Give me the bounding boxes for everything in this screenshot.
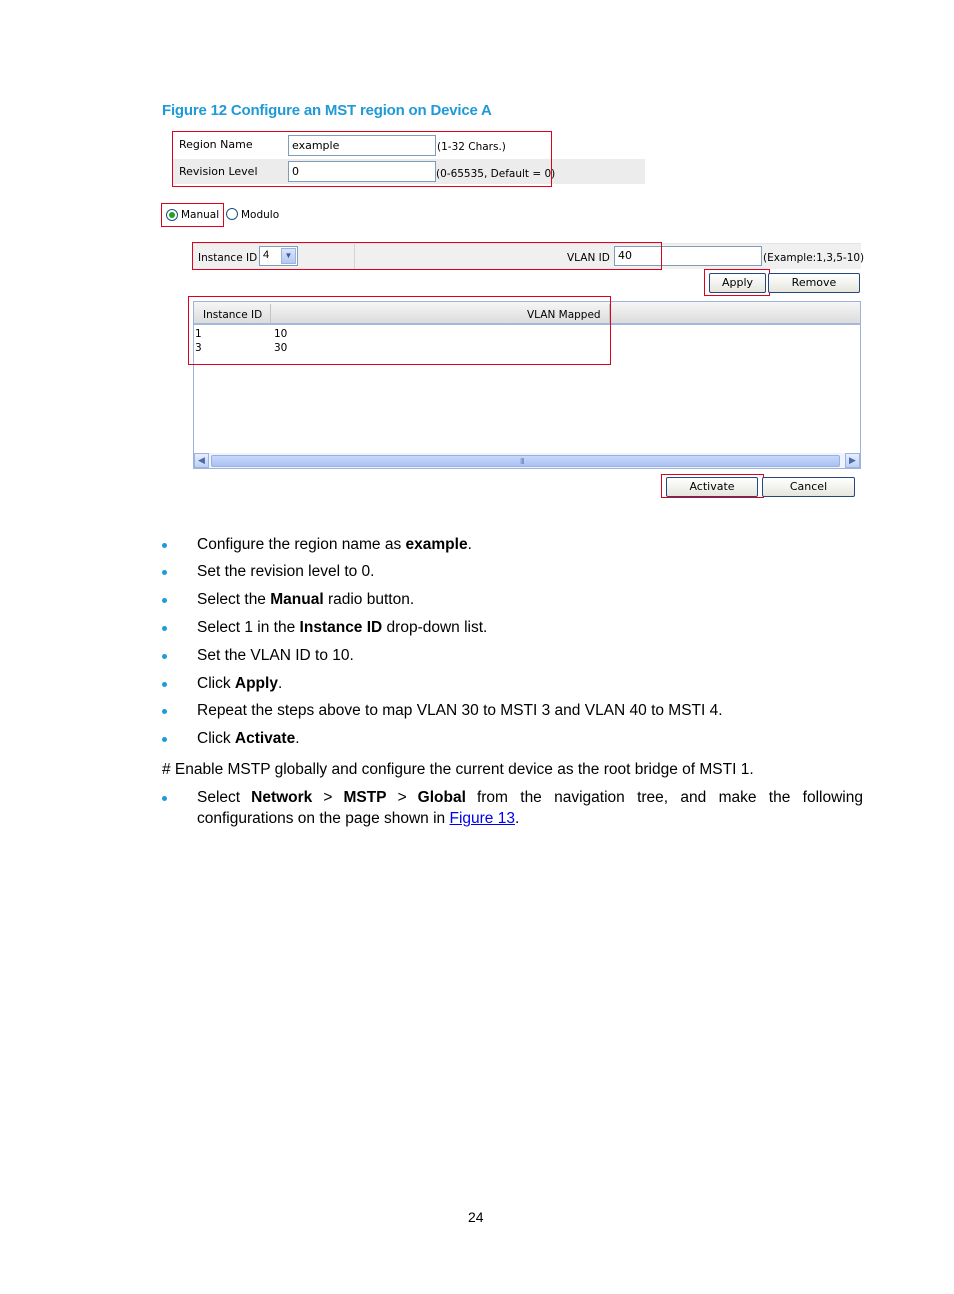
modulo-radio[interactable] xyxy=(226,208,238,220)
revision-level-label: Revision Level xyxy=(179,165,258,178)
nav-mstp: MSTP xyxy=(343,789,387,806)
step-text: configurations on the page shown in xyxy=(197,810,450,827)
activate-highlight-box xyxy=(661,474,764,498)
revision-level-hint: (0-65535, Default = 0) xyxy=(436,168,556,180)
manual-radio[interactable] xyxy=(166,209,178,221)
instance-id-value: 4 xyxy=(263,249,270,261)
step-bold: Manual xyxy=(270,591,324,608)
manual-radio-label: Manual xyxy=(181,209,220,221)
row-1-vlan: 10 xyxy=(274,328,288,340)
step-text-mid: from the navigation tree, and make the following xyxy=(476,789,863,806)
vlan-id-hint: (Example:1,3,5-10) xyxy=(763,252,865,264)
region-name-label: Region Name xyxy=(179,138,253,151)
step-text: Select xyxy=(197,789,241,806)
bullet-icon xyxy=(162,598,167,603)
step-bold: example xyxy=(405,536,468,553)
cancel-button[interactable]: Cancel xyxy=(762,477,855,497)
instance-id-label: Instance ID xyxy=(198,252,258,264)
row-1-instance: 1 xyxy=(195,328,202,340)
step-text-end: drop-down list. xyxy=(382,619,488,636)
activate-button[interactable]: Activate xyxy=(666,477,758,497)
step-text: Select the xyxy=(197,591,271,608)
remove-button[interactable]: Remove xyxy=(768,273,860,293)
bullet-icon xyxy=(162,543,167,548)
nav-network: Network xyxy=(251,789,313,806)
scroll-grip: III xyxy=(520,457,524,466)
step-text: Click xyxy=(197,730,235,747)
step-text-end: . xyxy=(467,536,472,553)
table-highlight-box xyxy=(188,296,611,365)
step-bold: Apply xyxy=(234,675,278,692)
figure-13-link[interactable]: Figure 13 xyxy=(449,810,515,827)
bullet-icon xyxy=(162,737,167,742)
apply-button[interactable]: Apply xyxy=(709,273,766,293)
region-name-input[interactable]: example xyxy=(288,135,436,156)
column-header-instance-id[interactable]: Instance ID xyxy=(203,309,263,321)
figure-caption: Figure 12 Configure an MST region on Device A xyxy=(162,102,492,119)
scroll-thumb[interactable] xyxy=(211,455,840,467)
final-step-line2 xyxy=(197,810,519,828)
vlan-id-label: VLAN ID xyxy=(567,252,610,264)
bullet-icon xyxy=(162,654,167,659)
step-text: Click xyxy=(197,675,235,692)
instance-highlight-box xyxy=(192,242,662,270)
revision-level-input[interactable]: 0 xyxy=(288,161,436,182)
nav-separator: > xyxy=(323,789,333,806)
comment-line: # Enable MSTP globally and configure the current device as the root bridge of MSTI 1. xyxy=(162,761,754,778)
step-text: Set the VLAN ID to 10. xyxy=(197,647,354,664)
step-text: Repeat the steps above to map VLAN 30 to MSTI 3 and VLAN 40 to MSTI 4. xyxy=(197,702,723,719)
column-header-vlan-mapped[interactable]: VLAN Mapped xyxy=(527,309,601,321)
step-text-end: . xyxy=(514,810,520,827)
scroll-right-icon[interactable]: ▶ xyxy=(845,453,860,468)
step-bold: Instance ID xyxy=(299,619,383,636)
row-2-instance: 3 xyxy=(195,342,202,354)
chevron-down-icon[interactable]: ▼ xyxy=(281,248,296,264)
page-number: 24 xyxy=(468,1209,484,1225)
bullet-icon xyxy=(162,626,167,631)
step-text-end: . xyxy=(277,675,283,692)
region-name-hint: (1-32 Chars.) xyxy=(437,141,506,153)
step-text: Set the revision level to 0. xyxy=(197,563,375,580)
scroll-left-icon[interactable]: ◀ xyxy=(194,453,209,468)
step-text-end: . xyxy=(295,730,300,747)
step-text-end: radio button. xyxy=(323,591,415,608)
step-bold: Activate xyxy=(234,730,296,747)
bullet-icon xyxy=(162,570,167,575)
step-text: Select 1 in the xyxy=(197,619,300,636)
modulo-radio-label: Modulo xyxy=(241,209,280,221)
vlan-id-input[interactable]: 40 xyxy=(614,246,762,266)
nav-global: Global xyxy=(417,789,466,806)
row-2-vlan: 30 xyxy=(274,342,288,354)
bullet-icon xyxy=(162,796,167,801)
step-text: Configure the region name as xyxy=(197,536,406,553)
bullet-icon xyxy=(162,682,167,687)
nav-separator: > xyxy=(397,789,407,806)
apply-highlight-box xyxy=(704,269,770,296)
bullet-icon xyxy=(162,709,167,714)
